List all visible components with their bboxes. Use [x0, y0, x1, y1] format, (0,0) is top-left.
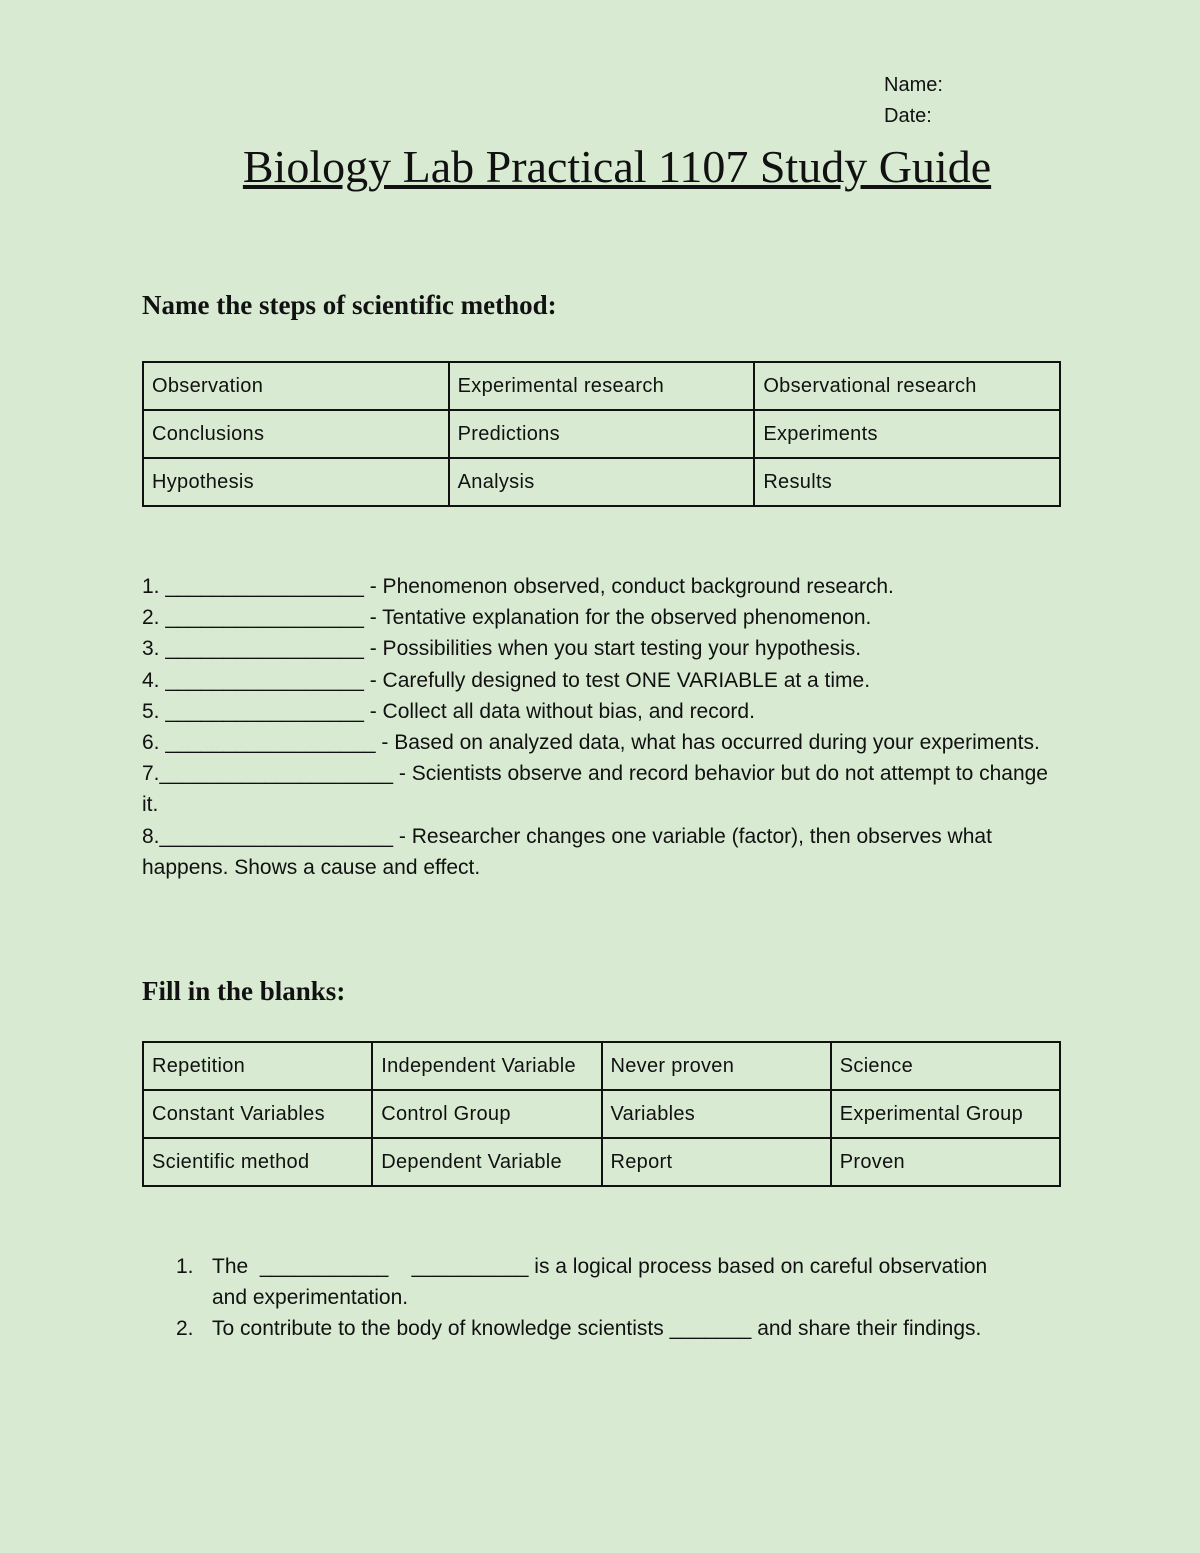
page-title: Biology Lab Practical 1107 Study Guide: [242, 141, 992, 192]
word-bank-cell: Experimental Group: [831, 1090, 1060, 1138]
word-bank-cell: Analysis: [449, 458, 755, 506]
table-row: [143, 362, 1060, 410]
word-bank-cell: Results: [754, 458, 1060, 506]
list-item: 3. _________________ - Possibilities when you start testing your hypothesis.: [142, 637, 862, 661]
word-bank-cell: Repetition: [143, 1042, 372, 1090]
table-row: [143, 1042, 1060, 1090]
scientific-method-word-bank: [142, 361, 1061, 507]
word-bank-cell: Proven: [831, 1138, 1060, 1186]
word-bank-cell: Report: [602, 1138, 831, 1186]
fill-in-blanks-word-bank: [142, 1041, 1061, 1187]
list-item: 1. _________________ - Phenomenon observed, conduct background research.: [142, 575, 894, 598]
list-item-text: To contribute to the body of knowledge scientists _______ and share their findings.: [212, 1317, 982, 1340]
word-bank-cell: Conclusions: [143, 410, 449, 458]
table-row: [143, 1138, 1060, 1186]
word-bank-cell: Observational research: [754, 362, 1060, 410]
table-row: [143, 1090, 1060, 1138]
word-bank-cell: Hypothesis: [143, 458, 449, 506]
section-heading-fill-in-blanks: Fill in the blanks:: [142, 976, 346, 1006]
word-bank-cell: Constant Variables: [143, 1090, 372, 1138]
list-item: 2. _________________ - Tentative explanation for the observed phenomenon.: [142, 606, 872, 630]
name-label: Name:: [884, 74, 943, 96]
list-item: 8.____________________ - Researcher changes one variable (factor), then observes what happens. Shows a cause and effect.: [142, 824, 992, 879]
list-item: [176, 1251, 1006, 1313]
word-bank-cell: Scientific method: [143, 1138, 372, 1186]
date-label: Date:: [884, 105, 932, 127]
list-item: [176, 1313, 1006, 1344]
scientific-method-steps-list: [142, 571, 1062, 883]
fill-in-blanks-list: [176, 1251, 1006, 1344]
list-item: 6. __________________ - Based on analyzed data, what has occurred during your experiments.: [142, 731, 1040, 755]
list-item: 4. _________________ - Carefully designed to test ONE VARIABLE at a time.: [142, 668, 871, 692]
word-bank-cell: Dependent Variable: [372, 1138, 601, 1186]
list-item-number: 2.: [176, 1317, 194, 1340]
word-bank-cell: Control Group: [372, 1090, 601, 1138]
word-bank-cell: Variables: [602, 1090, 831, 1138]
word-bank-cell: Experimental research: [449, 362, 755, 410]
list-item: 7.____________________ - Scientists observe and record behavior but do not attempt to change it.: [142, 762, 1048, 817]
word-bank-cell: Experiments: [754, 410, 1060, 458]
word-bank-cell: Predictions: [449, 410, 755, 458]
word-bank-cell: Observation: [143, 362, 449, 410]
word-bank-cell: Independent Variable: [372, 1042, 601, 1090]
list-item: 5. _________________ - Collect all data without bias, and record.: [142, 699, 755, 723]
section-heading-scientific-method: Name the steps of scientific method:: [142, 290, 557, 320]
list-item-number: 1.: [176, 1255, 194, 1278]
word-bank-cell: Science: [831, 1042, 1060, 1090]
name-date-block: [884, 70, 943, 132]
table-row: [143, 458, 1060, 506]
list-item-text: The ___________ __________ is a logical process based on careful observation and experimentation.: [212, 1255, 994, 1309]
word-bank-cell: Never proven: [602, 1042, 831, 1090]
table-row: [143, 410, 1060, 458]
